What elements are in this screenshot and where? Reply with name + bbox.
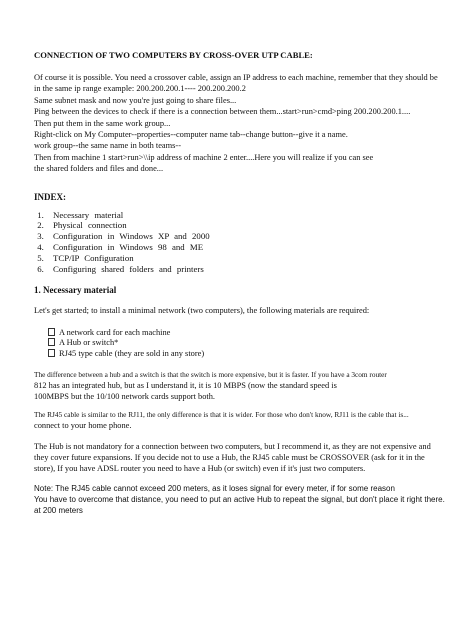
paragraph-line: connect to your home phone. xyxy=(34,421,132,431)
index-list xyxy=(34,210,462,275)
note-paragraph xyxy=(34,484,462,516)
material-item xyxy=(48,328,462,339)
paragraph-line: The RJ45 cable is similar to the RJ11, the only difference is that it is wider. For those who don't know, RJ11 is the cable that is... xyxy=(34,410,409,420)
intro-line: Then from machine 1 start>run>\\ip address of machine 2 enter....Here you will realize if you can see xyxy=(34,152,374,162)
material-label: RJ45 type cable (they are sold in any store) xyxy=(59,348,205,358)
hub-paragraph xyxy=(34,441,462,474)
rj45-paragraph xyxy=(34,409,462,431)
paragraph-line: Note: The RJ45 cable cannot exceed 200 meters, as it loses signal for every meter, if for some reason xyxy=(34,484,395,494)
material-label: A Hub or switch* xyxy=(59,338,119,348)
section-intro: Let's get started; to install a minimal network (two computers), the following materials are required: xyxy=(34,306,370,316)
intro-line: Same subnet mask and now you're just going to share files... xyxy=(34,95,237,105)
paragraph-line: store), If you have ADSL router you need to have a Hub (or switch) even if it's just two computers. xyxy=(34,464,366,474)
index-item: 3. Configuration in Windows XP and 2000 xyxy=(49,231,462,242)
paragraph-line: 812 has an integrated hub, but as I understand it, it is 10 MBPS (now the standard speed is xyxy=(34,381,337,391)
document-page xyxy=(34,50,462,517)
checkbox-bullet-icon xyxy=(48,338,55,346)
paragraph-line: they cover future expansions. If you decide not to use a Hub, the RJ45 cable must be CROSSOVER (ask for it in the xyxy=(34,453,425,463)
checkbox-bullet-icon xyxy=(48,349,55,357)
intro-line: the shared folders and files and done... xyxy=(34,164,164,174)
paragraph-line: You have to overcome that distance, you need to put an active Hub to repeat the signal, but don't place it right there. xyxy=(34,494,445,504)
materials-list xyxy=(34,328,462,360)
paragraph-line: The difference between a hub and a switch is that the switch is more expensive, but it is faster. If you have a 3com router xyxy=(34,370,387,380)
index-item: 6. Configuring shared folders and printers xyxy=(49,264,462,275)
material-label: A network card for each machine xyxy=(59,327,171,337)
paragraph-line: The Hub is not mandatory for a connection between two computers, but I recommend it, as they are not expensive and xyxy=(34,442,431,452)
index-heading: INDEX: xyxy=(34,191,67,202)
index-item: 2. Physical connection xyxy=(49,220,462,231)
intro-line: Right-click on My Computer--properties--computer name tab--change button--give it a name. xyxy=(34,130,348,140)
intro-line: in the same ip range example: 200.200.200.1---- 200.200.200.2 xyxy=(34,84,246,94)
material-item xyxy=(48,338,462,349)
intro-line: work group--the same name in both teams-- xyxy=(34,141,181,151)
intro-line: Then put them in the same work group... xyxy=(34,118,171,128)
intro-line: Ping between the devices to check if there is a connection between them...start>run>cmd>ping 200.200.200.1.... xyxy=(34,107,411,117)
paragraph-line: at 200 meters xyxy=(34,505,83,515)
section-heading: 1. Necessary material xyxy=(34,285,117,296)
intro-line: Of course it is possible. You need a crossover cable, assign an IP address to each machine, remember that they should be xyxy=(34,73,438,82)
checkbox-bullet-icon xyxy=(48,328,55,336)
document-title: CONNECTION OF TWO COMPUTERS BY CROSS-OVER UTP CABLE: xyxy=(34,50,313,60)
intro-block xyxy=(34,72,462,175)
index-item: 1. Necessary material xyxy=(49,210,462,221)
paragraph-line: 100MBPS but the 10/100 network cards support both. xyxy=(34,392,215,402)
index-item: 5. TCP/IP Configuration xyxy=(49,253,462,264)
index-item: 4. Configuration in Windows 98 and ME xyxy=(49,242,462,253)
hub-switch-paragraph xyxy=(34,369,462,402)
material-item xyxy=(48,349,462,360)
